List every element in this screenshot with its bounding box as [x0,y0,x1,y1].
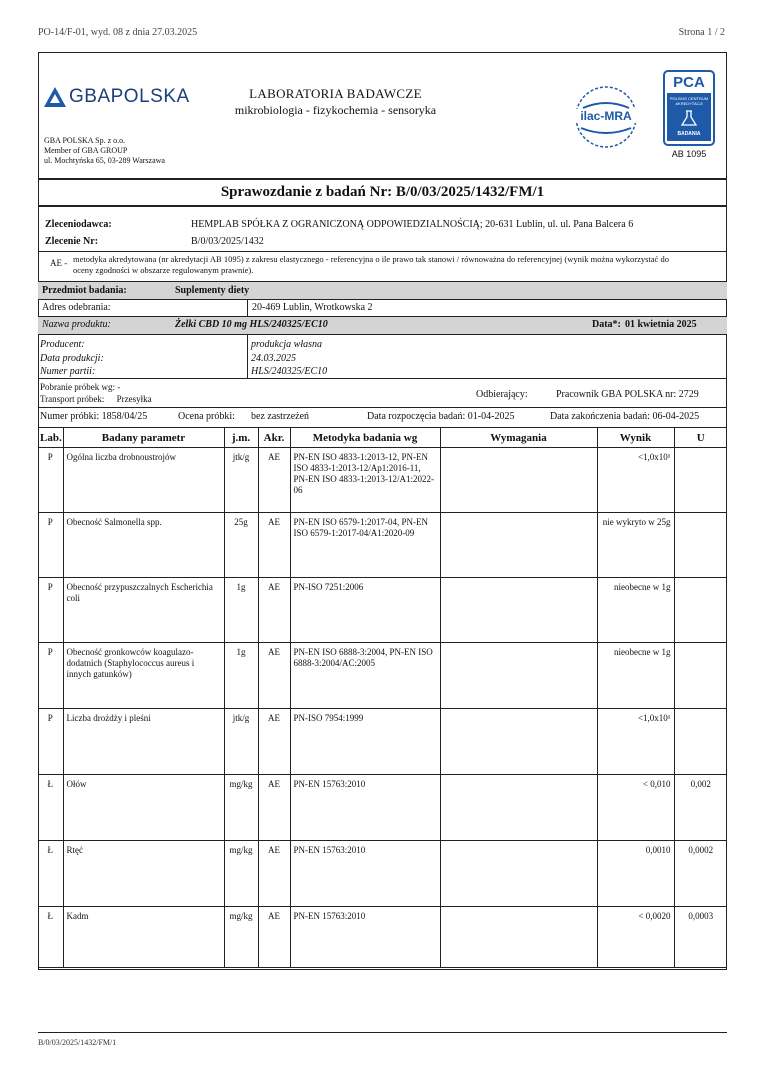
cell-req [440,513,597,578]
numer-probki-label: Numer próbki: [40,411,100,422]
pca-text: PCA [673,74,705,91]
transport-value: Przesyłka [116,394,152,404]
table-row [38,709,727,775]
cell-result: < 0,0020 [597,907,674,968]
header-lab: Lab. [38,428,63,448]
cell-method: PN-EN 15763:2010 [290,907,440,968]
cell-akr: AE [258,513,290,578]
pca-badania: BADANIA [677,131,701,137]
numer-probki-value: 1858/04/25 [101,411,148,422]
cell-akr: AE [258,841,290,907]
flask-icon [679,110,699,126]
ae-marker: AE - [50,258,68,268]
subject-band [38,282,727,299]
cell-jm: mg/kg [224,907,258,968]
cell-method: PN-EN ISO 6579-1:2017-04, PN-EN ISO 6579-1:2017-04/A1:2020-09 [290,513,440,578]
pca-badge [663,70,715,146]
cell-lab: P [38,643,63,709]
company-address: ul. Mochtyńska 65, 03-289 Warszawa [44,156,165,165]
header-jm: j.m. [224,428,258,448]
cell-lab: P [38,709,63,775]
cell-method: PN-EN 15763:2010 [290,775,440,841]
pobranie-value: - [117,382,121,392]
cell-req [440,907,597,968]
data-produkcji-value: 24.03.2025 [251,352,296,364]
gba-logo [44,86,190,108]
cell-method: PN-EN ISO 6888-3:2004, PN-EN ISO 6888-3:2004/AC:2005 [290,643,440,709]
cell-req [440,643,597,709]
cell-req [440,709,597,775]
cell-param: Ogólna liczba drobnoustrojów [63,448,224,513]
cell-param: Liczba drożdży i pleśni [63,709,224,775]
odbierajacy-value: Pracownik GBA POLSKA nr: 2729 [556,389,699,400]
footer-rule [38,1032,727,1033]
data-produkcji-label: Data produkcji: [40,352,104,364]
cell-method: PN-EN ISO 4833-1:2013-12, PN-EN ISO 4833-1:2013-12/Ap1:2016-11, PN-EN ISO 4833-1:2013-12/A1:2022-06 [290,448,440,513]
cell-jm: mg/kg [224,775,258,841]
adres-label: Adres odebrania: [42,302,111,313]
cell-req [440,841,597,907]
cell-req [440,578,597,643]
zlecenie-value: B/0/03/2025/1432 [191,236,264,247]
header-wynik: Wynik [597,428,674,448]
transport-label: Transport próbek: [40,394,105,404]
cell-result: 0,0010 [597,841,674,907]
cell-u: 0,0003 [674,907,727,968]
cell-method: PN-ISO 7954:1999 [290,709,440,775]
zleceniodawca-value: HEMPLAB SPÓŁKA Z OGRANICZONĄ ODPOWIEDZIALNOŚCIĄ; 20-631 Lublin, ul. ul. Pana Balcera 6 [191,219,634,230]
ocena-label: Ocena próbki: [178,411,235,422]
cell-lab: Ł [38,775,63,841]
cell-akr: AE [258,775,290,841]
cell-param: Rtęć [63,841,224,907]
cell-param: Obecność przypuszczalnych Escherichia coli [63,578,224,643]
subject-value: Suplementy diety [175,285,250,296]
ae-note-line-1: metodyka akredytowana (nr akredytacji AB 1095) z zakresu elastycznego - referencyjna o ile prawo tak stanowi / równoważna do referencyjnej (wynik można wykorzystać do [73,254,669,264]
ocena-value: bez zastrzeżeń [251,411,310,422]
cell-u [674,448,727,513]
cell-jm: jtk/g [224,709,258,775]
cell-param: Ołów [63,775,224,841]
gba-logo-text: GBAPOLSKA [69,86,190,107]
page-number: Strona 1 / 2 [678,27,725,38]
start-date-label: Data rozpoczęcia badań: [367,411,466,422]
cell-akr: AE [258,907,290,968]
header-akr: Akr. [258,428,290,448]
end-date-label: Data zakończenia badań: [550,411,650,422]
table-header-row [38,428,727,448]
data-label: Data*: [592,319,621,330]
cell-jm: 1g [224,643,258,709]
adres-value: 20-469 Lublin, Wrotkowska 2 [252,302,373,313]
results-table [38,428,727,968]
table-row [38,578,727,643]
odbierajacy-label: Odbierający: [476,389,528,400]
ilac-mra-badge [573,84,639,150]
header-parametr: Badany parametr [63,428,224,448]
cell-u [674,709,727,775]
company-name: GBA POLSKA Sp. z o.o. [44,136,126,145]
cell-req [440,448,597,513]
cell-lab: P [38,448,63,513]
cell-akr: AE [258,578,290,643]
header-u: U [674,428,727,448]
cell-req [440,775,597,841]
subject-label: Przedmiot badania: [42,285,127,296]
accreditation-number: AB 1095 [671,149,707,159]
table-row [38,841,727,907]
cell-lab: Ł [38,907,63,968]
cell-u: 0,002 [674,775,727,841]
cell-lab: Ł [38,841,63,907]
product-band [38,317,727,334]
cell-lab: P [38,513,63,578]
pca-subtitle: POLSKIE CENTRUM AKREDYTACJI [669,96,709,106]
zlecenie-label: Zlecenie Nr: [45,236,99,247]
cell-u: 0,0002 [674,841,727,907]
cell-result: <1,0x10¹ [597,709,674,775]
gba-logo-icon [44,87,66,107]
cell-result: nie wykryto w 25g [597,513,674,578]
cell-result: nieobecne w 1g [597,643,674,709]
header-metodyka: Metodyka badania wg [290,428,440,448]
ilac-text: ilac-MRA [575,109,637,123]
cell-jm: jtk/g [224,448,258,513]
producent-label: Producent: [40,339,85,350]
cell-akr: AE [258,709,290,775]
table-row [38,907,727,968]
cell-akr: AE [258,448,290,513]
table-row [38,775,727,841]
document-code: PO-14/F-01, wyd. 08 z dnia 27.03.2025 [38,27,198,38]
company-member: Member of GBA GROUP [44,146,128,155]
pobranie-label: Pobranie próbek wg: [40,382,115,392]
nazwa-label: Nazwa produktu: [42,319,111,330]
cell-jm: mg/kg [224,841,258,907]
zleceniodawca-label: Zleceniodawca: [45,219,112,230]
cell-akr: AE [258,643,290,709]
data-value: 01 kwietnia 2025 [625,319,697,330]
header-wymagania: Wymagania [440,428,597,448]
cell-method: PN-EN 15763:2010 [290,841,440,907]
cell-lab: P [38,578,63,643]
cell-param: Obecność gronkowców koagulazo-dodatnich (Staphylococcus aureus i innych gatunków) [63,643,224,709]
footer-code: B/0/03/2025/1432/FM/1 [38,1038,117,1047]
ae-note-line-2: oceny zgodności w obszarze regulowanym prawnie). [73,265,254,275]
numer-partii-label: Numer partii: [40,366,96,377]
table-row [38,513,727,578]
numer-partii-value: HLS/240325/EC10 [251,366,328,377]
nazwa-value: Żelki CBD 10 mg HLS/240325/EC10 [175,319,328,330]
cell-u [674,643,727,709]
cell-param: Kadm [63,907,224,968]
start-date-value: 01-04-2025 [467,411,515,422]
cell-u [674,513,727,578]
cell-result: <1,0x10¹ [597,448,674,513]
cell-jm: 25g [224,513,258,578]
table-row [38,448,727,513]
table-row [38,643,727,709]
cell-result: nieobecne w 1g [597,578,674,643]
cell-method: PN-ISO 7251:2006 [290,578,440,643]
cell-result: < 0,010 [597,775,674,841]
lab-subtitle: mikrobiologia - fizykochemia - sensoryka [234,103,437,117]
report-title: Sprawozdanie z badań Nr: B/0/03/2025/1432/FM/1 [220,184,545,200]
cell-param: Obecność Salmonella spp. [63,513,224,578]
end-date-value: 06-04-2025 [652,411,700,422]
cell-jm: 1g [224,578,258,643]
producent-value: produkcja własna [251,339,323,350]
cell-u [674,578,727,643]
lab-title: LABORATORIA BADAWCZE [249,86,422,101]
